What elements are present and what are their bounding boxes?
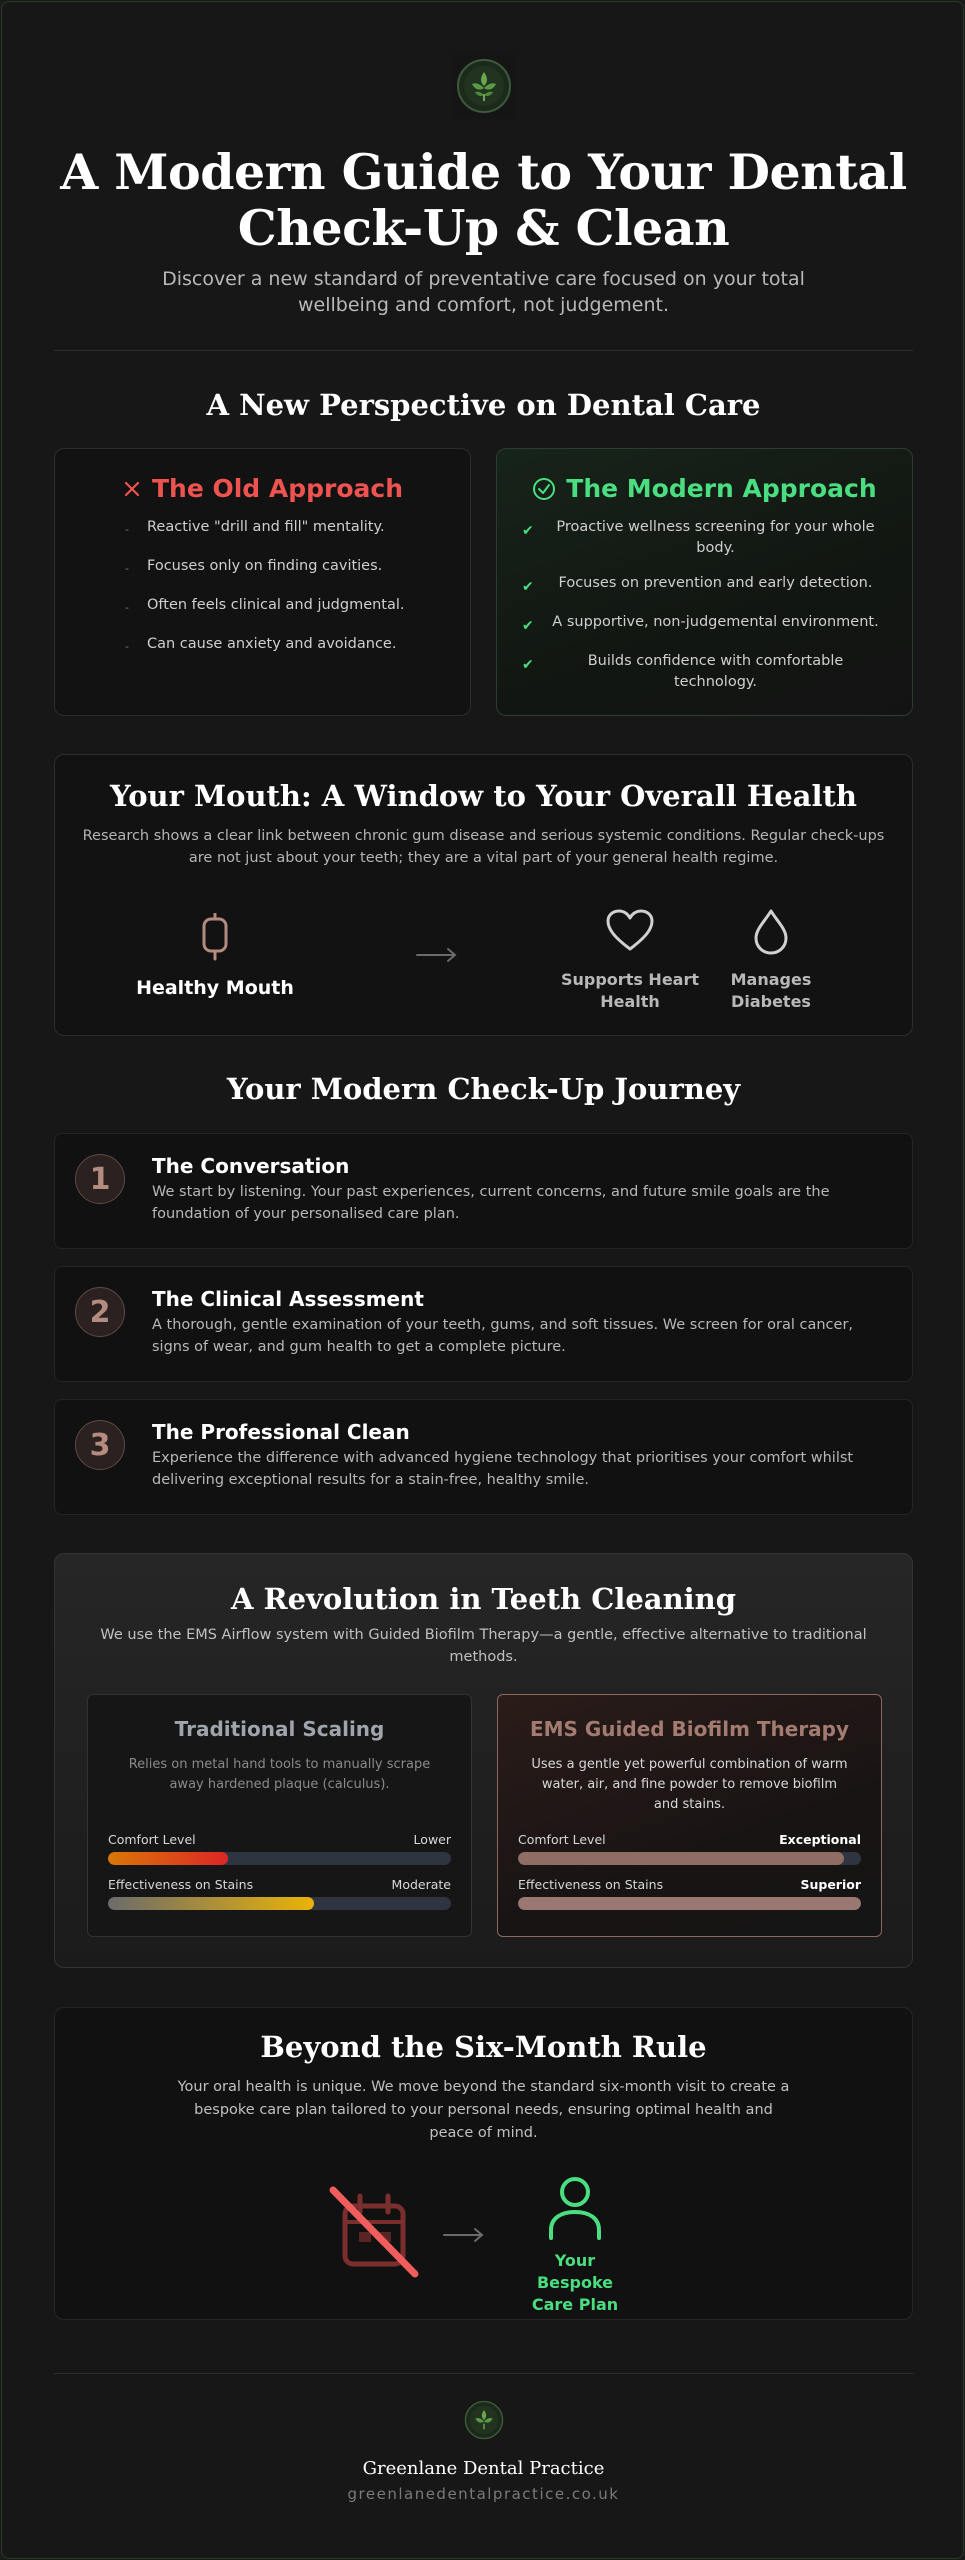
benefit-label: Manages Diabetes	[730, 970, 812, 1011]
heart-icon	[604, 907, 656, 955]
traditional-scaling-card	[87, 1694, 472, 1937]
old-approach-card	[54, 448, 471, 716]
effectiveness-fill	[518, 1897, 861, 1910]
list-item: ✔ Proactive wellness screening for your whole body.	[522, 517, 887, 559]
window-health-title: Your Mouth: A Window to Your Overall Health	[110, 779, 857, 813]
check-icon: ✔	[522, 579, 534, 595]
list-item: ✔ Focuses on prevention and early detection.	[522, 573, 887, 598]
tooth-icon	[195, 913, 235, 961]
modern-approach-list	[522, 517, 887, 693]
perspective-title: A New Perspective on Dental Care	[206, 388, 761, 422]
old-approach-list	[125, 517, 450, 657]
step-title: The Clinical Assessment	[152, 1287, 424, 1311]
modern-approach-title: The Modern Approach	[566, 474, 877, 503]
page	[1, 1, 964, 2559]
ems-therapy-card	[497, 1694, 882, 1937]
list-item: - Can cause anxiety and avoidance.	[125, 634, 450, 657]
revolution-title: A Revolution in Teeth Cleaning	[230, 1582, 737, 1616]
healthy-mouth-label: Healthy Mouth	[136, 977, 294, 999]
comfort-fill	[108, 1852, 228, 1865]
dash-icon: -	[125, 562, 129, 575]
leaf-logo-icon	[456, 58, 512, 114]
step-description: We start by listening. Your past experiences, current concerns, and future smile goals are the foundation of your personalised care plan.	[152, 1184, 830, 1222]
list-item: - Reactive "drill and fill" mentality.	[125, 517, 450, 540]
bespoke-plan-label: Your Bespoke Care Plan	[531, 2251, 619, 2314]
effectiveness-fill	[108, 1897, 314, 1910]
traditional-meters: Comfort Level Lower Effectiveness on Stains Moderate	[108, 1832, 451, 1910]
journey-title: Your Modern Check-Up Journey	[226, 1072, 741, 1106]
heart-health-block	[555, 907, 705, 1013]
beyond-title: Beyond the Six-Month Rule	[260, 2030, 707, 2064]
divider	[54, 350, 913, 351]
divider	[54, 2373, 913, 2374]
step-description: Experience the difference with advanced hygiene technology that prioritises your comfort whilst delivering exceptional results for a stain-free, healthy smile.	[152, 1450, 854, 1488]
step-title: The Conversation	[152, 1154, 350, 1178]
ems-meters: Comfort Level Exceptional Effectiveness on Stains Superior	[518, 1832, 861, 1910]
dash-icon: -	[125, 640, 129, 653]
ems-title: EMS Guided Biofilm Therapy	[529, 1717, 850, 1741]
effectiveness-value: Superior	[800, 1877, 861, 1892]
window-health-card	[54, 754, 913, 1036]
revolution-description: We use the EMS Airflow system with Guided Biofilm Therapy—a gentle, effective alternative to traditional methods.	[100, 1627, 867, 1665]
effectiveness-value: Moderate	[391, 1877, 451, 1892]
comfort-meter	[108, 1852, 451, 1865]
calendar-crossed-icon	[325, 2184, 425, 2280]
journey-step	[54, 1133, 913, 1249]
benefit-label: Supports Heart Health	[560, 970, 700, 1011]
check-icon: ✔	[522, 523, 534, 539]
comfort-fill	[518, 1852, 844, 1865]
dash-icon: -	[125, 601, 129, 614]
bespoke-plan-block	[495, 2172, 655, 2316]
list-item: ✔ A supportive, non-judgemental environment.	[522, 612, 887, 637]
step-number: 2	[75, 1287, 125, 1337]
comfort-meter	[518, 1852, 861, 1865]
check-circle-icon	[532, 477, 556, 501]
arrow-right-icon	[415, 945, 459, 965]
practice-logo	[452, 54, 516, 118]
comfort-value: Exceptional	[779, 1832, 861, 1847]
step-description: A thorough, gentle examination of your teeth, gums, and soft tissues. We screen for oral cancer, signs of wear, and gum health to get a complete picture.	[152, 1317, 854, 1355]
footer-logo	[464, 2400, 504, 2440]
revolution-card	[54, 1553, 913, 1968]
footer-website-link[interactable]: greenlanedentalpractice.co.uk	[347, 2485, 620, 2503]
effectiveness-meter	[108, 1897, 451, 1910]
check-icon: ✔	[522, 657, 534, 673]
effectiveness-meter	[518, 1897, 861, 1910]
step-number: 1	[75, 1154, 125, 1204]
window-health-description: Research shows a clear link between chronic gum disease and serious systemic conditions. Regular check-ups are not just about your teeth; they are a vital part of your general health regime.	[82, 828, 885, 866]
traditional-description: Relies on metal hand tools to manually scrape away hardened plaque (calculus).	[128, 1757, 431, 1792]
user-icon	[543, 2172, 607, 2244]
healthy-mouth-block	[115, 913, 315, 999]
leaf-logo-icon	[464, 2400, 504, 2440]
list-item: ✔ Builds confidence with comfortable technology.	[522, 651, 887, 693]
footer-practice-name: Greenlane Dental Practice	[362, 2458, 605, 2479]
ems-description: Uses a gentle yet powerful combination of warm water, air, and fine powder to remove biofilm and stains.	[531, 1757, 848, 1812]
diabetes-block	[721, 907, 821, 1013]
arrow-right-icon	[442, 2225, 486, 2245]
page-subtitle: Discover a new standard of preventative care focused on your total wellbeing and comfort, not judgement.	[162, 268, 805, 316]
drop-icon	[751, 907, 791, 957]
beyond-card	[54, 2007, 913, 2320]
page-title: A Modern Guide to Your Dental Check-Up & Clean	[60, 143, 907, 257]
list-item: - Often feels clinical and judgmental.	[125, 595, 450, 618]
journey-step	[54, 1399, 913, 1515]
check-icon: ✔	[522, 618, 534, 634]
x-icon	[122, 479, 142, 499]
modern-approach-card	[496, 448, 913, 716]
traditional-title: Traditional Scaling	[174, 1717, 385, 1741]
list-item: - Focuses only on finding cavities.	[125, 556, 450, 579]
step-title: The Professional Clean	[152, 1420, 410, 1444]
dash-icon: -	[125, 523, 129, 536]
comfort-value: Lower	[413, 1832, 451, 1847]
step-number: 3	[75, 1420, 125, 1470]
beyond-description: Your oral health is unique. We move beyond the standard six-month visit to create a bespoke care plan tailored to your personal needs, ensuring optimal health and peace of mind.	[177, 2079, 790, 2141]
old-approach-title: The Old Approach	[151, 474, 404, 503]
journey-step	[54, 1266, 913, 1382]
